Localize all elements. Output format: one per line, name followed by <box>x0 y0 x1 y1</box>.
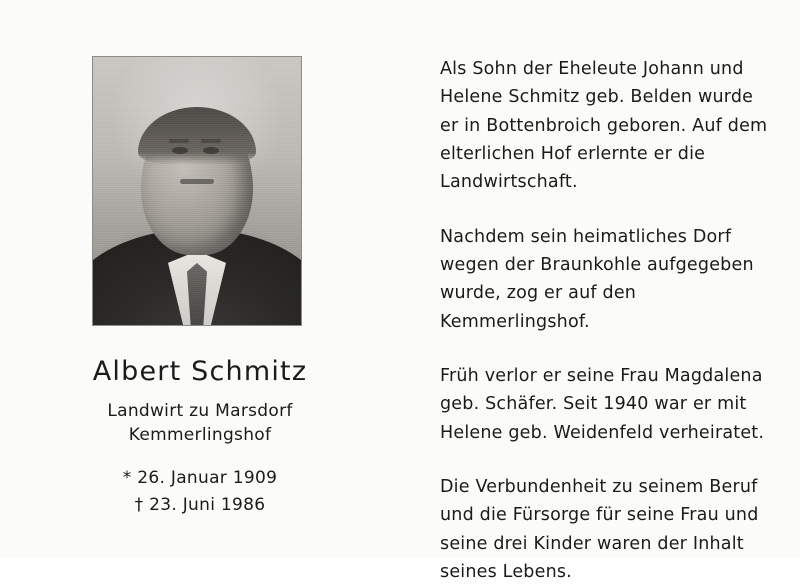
occupation-line-1: Landwirt zu Marsdorf <box>107 401 293 421</box>
person-name: Albert Schmitz <box>92 356 308 387</box>
biography-paragraph: Früh verlor er seine Frau Magdalena geb. Schäfer. Seit 1940 war er mit Helene geb. Weidenfeld verheiratet. <box>440 366 765 443</box>
biography-paragraph: Die Verbundenheit zu seinem Beruf und die Fürsorge für seine Frau und seine drei Kinder waren der Inhalt seines Lebens. <box>440 477 759 583</box>
death-date: † 23. Juni 1986 <box>134 494 266 515</box>
occupation-block <box>107 399 292 447</box>
portrait-frame <box>92 56 302 326</box>
biography-paragraph: Als Sohn der Eheleute Johann und Helene Schmitz geb. Belden wurde er in Bottenbroich geboren. Auf dem elterlichen Hof erlernte er die Landwirtschaft. <box>440 59 768 193</box>
occupation-line-2: Kemmerlingshof <box>128 425 272 446</box>
right-column <box>400 0 800 583</box>
photo-grain-overlay <box>93 57 301 325</box>
life-dates-block <box>123 465 278 518</box>
left-column <box>0 0 400 558</box>
birth-date: * 26. Januar 1909 <box>122 468 278 489</box>
biography-paragraph: Nachdem sein heimatliches Dorf wegen der Braunkohle aufgegeben wurde, zog er auf den Kemmerlingshof. <box>440 226 754 332</box>
portrait-photo <box>93 57 301 325</box>
